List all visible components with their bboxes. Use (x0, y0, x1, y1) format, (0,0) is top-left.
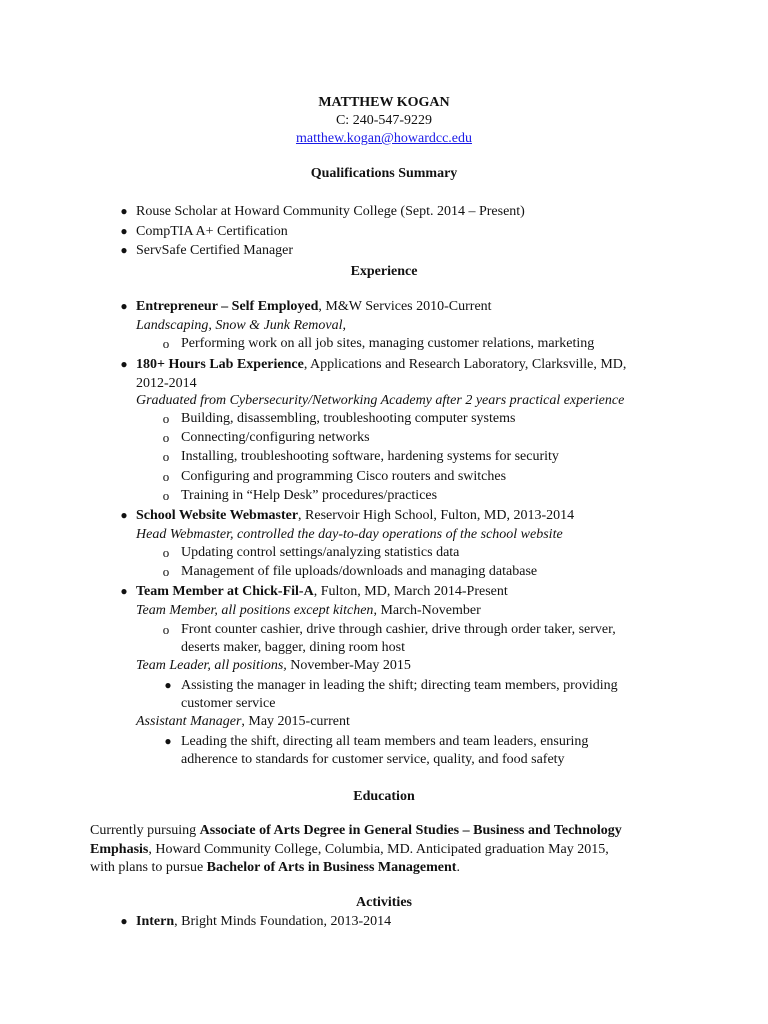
job-detail: , Reservoir High School, Fulton, MD, 2013-2014 (298, 508, 575, 523)
job-title-line (136, 582, 676, 601)
job-detail: , M&W Services 2010-Current (318, 299, 492, 314)
bullet-icon: ● (164, 734, 172, 748)
position-role: Team Member, all positions except kitchen (136, 603, 374, 618)
activity-item (136, 912, 676, 931)
job-title: Team Member at Chick-Fil-A (136, 584, 314, 599)
education-heading: Education (353, 789, 415, 804)
education-prefix: Currently pursuing (90, 823, 200, 838)
qualifications-heading: Qualifications Summary (310, 166, 458, 181)
job-title-line (136, 355, 676, 374)
position-task-continued: deserts maker, bagger, dining room host (181, 640, 405, 655)
position-role: Team Leader, all positions, (136, 658, 287, 673)
education-suffix: . (456, 860, 460, 875)
education-school: , Howard Community College, Columbia, MD. Anticipated graduation May 2015, (148, 842, 609, 857)
experience-heading: Experience (350, 264, 418, 279)
qualification-item: ServSafe Certified Manager (136, 243, 294, 258)
job-detail: , Applications and Research Laboratory, Clarksville, MD, (303, 357, 627, 372)
position-dates: , March-November (373, 603, 481, 618)
job-task: Configuring and programming Cisco routers and switches (181, 469, 507, 484)
bullet-icon: ● (120, 243, 128, 257)
position-line (136, 601, 676, 620)
position-task: Assisting the manager in leading the shift; directing team members, providing (181, 678, 618, 693)
sub-bullet-icon: o (162, 545, 170, 560)
activity-detail: , Bright Minds Foundation, 2013-2014 (174, 914, 392, 929)
job-title-line (136, 297, 676, 316)
job-detail-continued: 2012-2014 (136, 376, 197, 391)
bullet-icon: ● (120, 357, 128, 371)
job-detail: , Fulton, MD, March 2014-Present (313, 584, 508, 599)
education-plans: with plans to pursue (90, 860, 207, 875)
job-role: Graduated from Cybersecurity/Networking Academy after 2 years practical experience (136, 393, 625, 408)
position-role: Assistant Manager (136, 714, 242, 729)
sub-bullet-icon: o (162, 336, 170, 351)
education-text (90, 840, 680, 859)
sub-bullet-icon: o (162, 430, 170, 445)
bullet-icon: ● (120, 584, 128, 598)
future-degree: Bachelor of Arts in Business Management (206, 860, 457, 875)
position-line (136, 712, 676, 731)
bullet-icon: ● (164, 678, 172, 692)
job-title: School Website Webmaster (136, 508, 299, 523)
bullet-icon: ● (120, 224, 128, 238)
job-task: Installing, troubleshooting software, hardening systems for security (181, 449, 559, 464)
job-task: Performing work on all job sites, managing customer relations, marketing (181, 336, 595, 351)
job-task: Management of file uploads/downloads and managing database (181, 564, 538, 579)
job-role: Head Webmaster, controlled the day-to-day operations of the school website (136, 527, 563, 542)
bullet-icon: ● (120, 914, 128, 928)
bullet-icon: ● (120, 204, 128, 218)
job-task: Building, disassembling, troubleshooting computer systems (181, 411, 516, 426)
job-task: Updating control settings/analyzing statistics data (181, 545, 460, 560)
position-line (136, 656, 676, 675)
qualification-item: Rouse Scholar at Howard Community College (Sept. 2014 – Present) (136, 204, 525, 219)
sub-bullet-icon: o (162, 449, 170, 464)
job-task: Training in “Help Desk” procedures/practices (181, 488, 438, 503)
activity-title: Intern (136, 914, 175, 929)
sub-bullet-icon: o (162, 488, 170, 503)
job-role: Landscaping, Snow & Junk Removal, (136, 318, 346, 333)
degree-name-continued: Emphasis (90, 842, 149, 857)
education-text (90, 821, 680, 840)
job-title-line (136, 506, 676, 525)
bullet-icon: ● (120, 508, 128, 522)
bullet-icon: ● (120, 299, 128, 313)
phone-number: C: 240-547-9229 (335, 113, 433, 128)
qualification-item: CompTIA A+ Certification (136, 224, 288, 239)
email-link[interactable]: matthew.kogan@howardcc.edu (295, 131, 473, 146)
job-task: Connecting/configuring networks (181, 430, 370, 445)
position-dates: , May 2015-current (241, 714, 350, 729)
position-task-continued: customer service (181, 696, 276, 711)
job-title: 180+ Hours Lab Experience (136, 357, 304, 372)
position-task: Leading the shift, directing all team members and team leaders, ensuring (181, 734, 589, 749)
position-task: Front counter cashier, drive through cashier, drive through order taker, server, (181, 622, 616, 637)
sub-bullet-icon: o (162, 622, 170, 637)
sub-bullet-icon: o (162, 469, 170, 484)
position-task-continued: adherence to standards for customer service, quality, and food safety (181, 752, 565, 767)
position-dates: November-May 2015 (286, 658, 411, 673)
degree-name: Associate of Arts Degree in General Studies – Business and Technology (199, 823, 622, 838)
sub-bullet-icon: o (162, 411, 170, 426)
activities-heading: Activities (356, 895, 412, 910)
education-text (90, 858, 680, 877)
candidate-name: MATTHEW KOGAN (318, 95, 450, 110)
sub-bullet-icon: o (162, 564, 170, 579)
email-line (0, 129, 768, 148)
job-title: Entrepreneur – Self Employed (136, 299, 319, 314)
